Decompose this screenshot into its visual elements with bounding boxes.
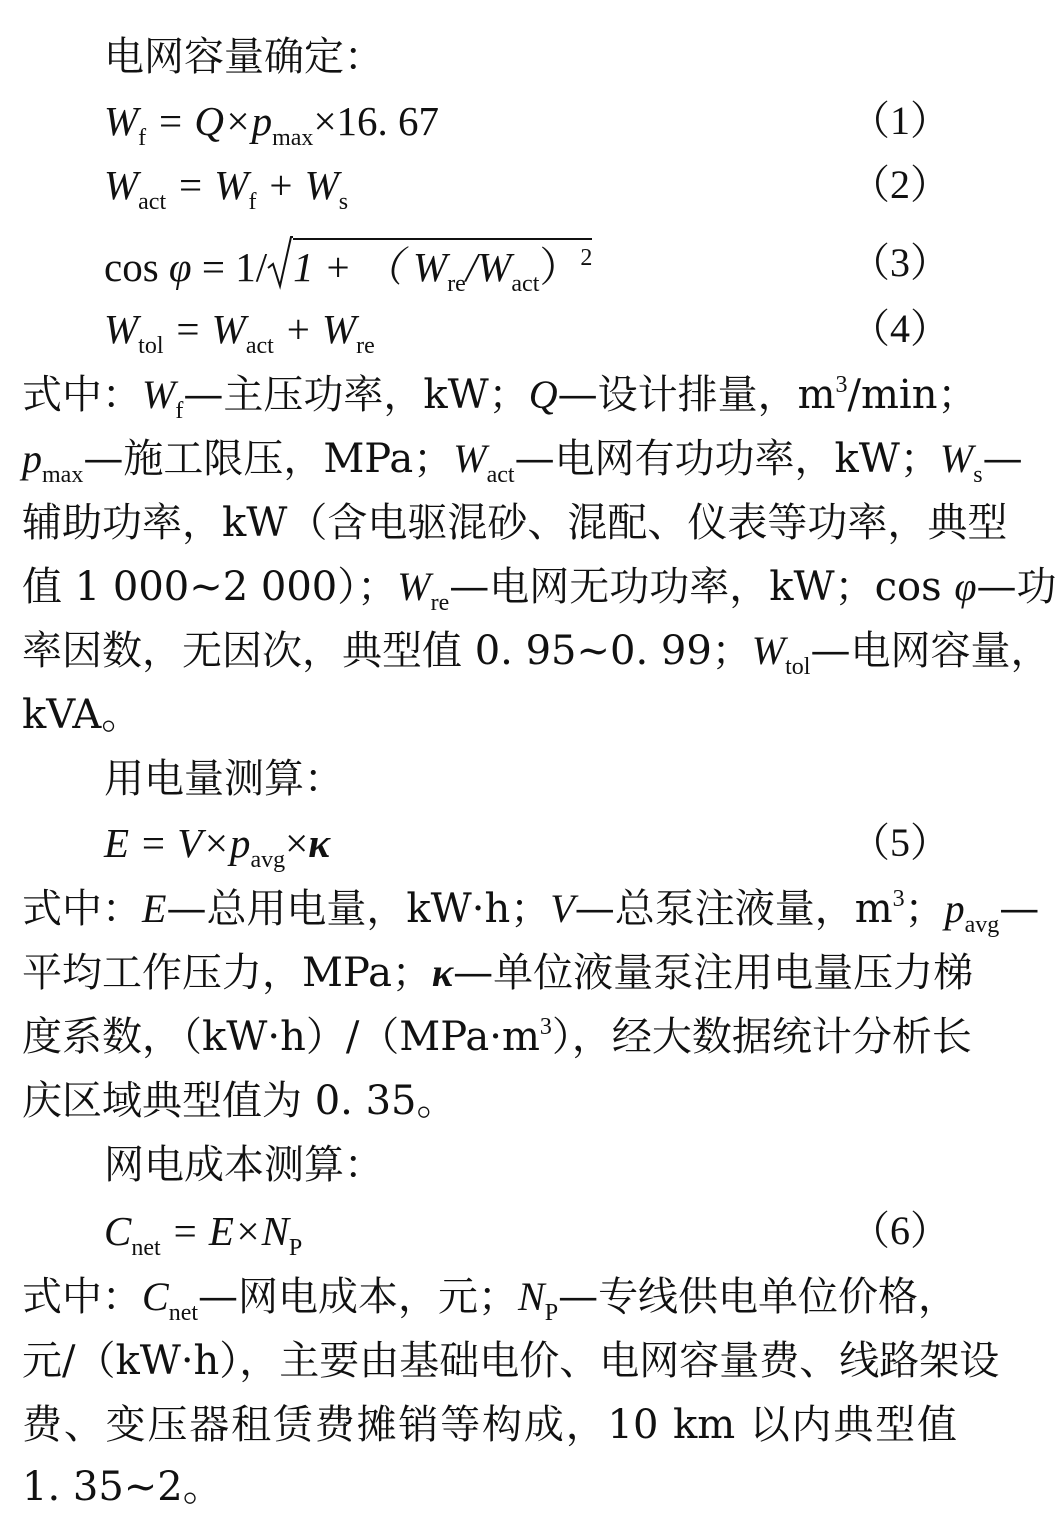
eq5-kappa: κ (308, 820, 330, 866)
section-heading-grid-cost: 网电成本测算： (104, 1142, 384, 1188)
equation-number-2: （2） (850, 162, 950, 207)
var-p: p (944, 886, 965, 931)
eq4-sub-b: act (245, 333, 274, 359)
eq2-sub-c: s (338, 189, 349, 215)
where-label: 式中： (22, 886, 142, 932)
eq1-rhs-tail: ×16. 67 (313, 98, 440, 144)
where-label: 式中： (22, 1274, 142, 1320)
equation-number-1: （1） (850, 98, 950, 143)
eq4-term-b: = W (163, 306, 246, 352)
where-text: —电网无功功率，kW；cos (449, 564, 955, 610)
var-w: W (751, 628, 786, 673)
equation-5 (104, 818, 330, 873)
where-line-3-4: 1. 35~2。 (22, 1464, 223, 1510)
eq3-lhs: = 1/ (191, 244, 268, 290)
where-text: —主压功率，kW； (183, 372, 529, 418)
equation-number-4: （4） (850, 306, 950, 351)
var-e: E (142, 886, 167, 931)
var-sub: f (175, 398, 184, 424)
eq4-term-a: W (104, 306, 139, 352)
equation-4 (104, 304, 375, 359)
equation-number-5: （5） (850, 820, 950, 865)
eq6-c: C (104, 1208, 132, 1254)
where-text: 平均工作压力，MPa； (22, 950, 432, 996)
superscript: 3 (539, 1014, 552, 1040)
where-text: 度系数，（kW·h）/（MPa·m (22, 1014, 540, 1060)
radicand (293, 238, 593, 297)
where-text: ），经大数据统计分析长 (551, 1014, 972, 1060)
var-sub: s (973, 462, 983, 488)
where-line-3-1 (22, 1272, 959, 1326)
where-line-1-2 (22, 434, 1023, 488)
var-c: C (142, 1274, 169, 1319)
eq1-lhs: W (104, 98, 139, 144)
equation-3 (104, 238, 593, 297)
eq3-close-paren: ） (539, 244, 581, 290)
equation-2 (104, 160, 349, 215)
var-sub: re (430, 590, 450, 616)
equation-1 (104, 96, 440, 151)
eq4-sub-c: re (356, 333, 375, 359)
equation-number-3: （3） (850, 240, 950, 285)
var-phi: φ (954, 564, 977, 609)
equation-number-6: （6） (850, 1208, 950, 1253)
var-w: W (453, 436, 487, 481)
where-text: —施工限压，MPa； (83, 436, 454, 482)
var-sub: P (544, 1300, 559, 1326)
superscript: 3 (892, 886, 905, 912)
section-heading-power-consumption: 用电量测算： (104, 756, 344, 802)
eq6-rhs: = E×N (160, 1208, 289, 1254)
where-text: /min； (847, 372, 978, 418)
eq3-cos: cos (104, 244, 169, 290)
where-text: —单位液量泵注用电量压力梯 (453, 950, 974, 996)
square-root (267, 238, 593, 297)
where-text: —电网有功功率，kW； (514, 436, 940, 482)
where-label: 式中： (22, 372, 142, 418)
eq4-term-c: + W (273, 306, 357, 352)
var-sub: avg (964, 912, 1000, 938)
where-text: —总用电量，kW·h； (166, 886, 551, 932)
where-line-2-4: 庆区域典型值为 0. 35。 (22, 1078, 457, 1124)
equation-6 (104, 1206, 303, 1261)
where-line-1-1 (22, 370, 978, 424)
eq3-exponent: 2 (580, 245, 593, 271)
eq2-term-c: + W (256, 162, 339, 208)
where-line-1-4 (22, 562, 1056, 616)
eq3-radicand-a: 1 + （ W (293, 244, 448, 290)
where-text: 值 1 000~2 000）； (22, 564, 398, 610)
var-w: W (142, 372, 176, 417)
var-sub: max (42, 462, 84, 488)
where-line-2-3 (22, 1012, 972, 1062)
eq3-sub-re: re (447, 271, 466, 297)
where-text: —功 (976, 564, 1056, 610)
eq2-sub-b: f (248, 189, 257, 215)
where-text: —总泵注液量，m (574, 886, 893, 932)
var-q: Q (528, 372, 558, 417)
var-v: V (550, 886, 575, 931)
eq4-sub-a: tol (138, 333, 164, 359)
where-text: — (982, 436, 1023, 482)
where-line-2-2 (22, 948, 974, 998)
eq2-term-a: W (104, 162, 139, 208)
eq1-lhs-sub: f (138, 125, 147, 151)
eq5-e: E (104, 820, 130, 866)
var-w: W (939, 436, 974, 481)
eq3-sub-act: act (511, 271, 540, 297)
var-sub: net (168, 1300, 199, 1326)
eq6-sub-net: net (131, 1235, 161, 1261)
eq6-sub-p: P (288, 1235, 303, 1261)
where-text: —电网容量， (810, 628, 1051, 674)
where-text: —设计排量，m (557, 372, 836, 418)
var-n: N (518, 1274, 545, 1319)
where-line-2-1 (22, 884, 1040, 938)
where-line-3-3: 费、变压器租赁费摊销等构成，10 km 以内典型值 (22, 1402, 957, 1448)
eq1-rhs-sub: max (272, 125, 314, 151)
var-p: p (22, 436, 42, 481)
var-kappa: κ (431, 950, 454, 995)
where-line-3-2: 元/（kW·h），主要由基础电价、电网容量费、线路架设 (22, 1338, 1000, 1384)
eq2-sub-a: act (138, 189, 167, 215)
where-text: —专线供电单位价格， (558, 1274, 959, 1320)
where-text: 率因数，无因次，典型值 0. 95~0. 99； (22, 628, 752, 674)
eq3-phi: φ (168, 244, 192, 290)
eq5-times: × (285, 820, 309, 866)
var-sub: tol (785, 654, 811, 680)
var-w: W (397, 564, 431, 609)
eq2-term-b: = W (166, 162, 249, 208)
eq5-rhs: = V×p (129, 820, 251, 866)
var-sub: act (486, 462, 515, 488)
where-text: —网电成本，元； (198, 1274, 519, 1320)
radical-sign-icon (267, 234, 293, 290)
where-text: ； (904, 886, 945, 932)
where-line-1-6: kVA。 (22, 692, 142, 738)
where-line-1-3: 辅助功率，kW（含电驱混砂、混配、仪表等功率，典型 (22, 500, 1008, 546)
where-text: — (999, 886, 1040, 932)
eq1-rhs: = Q×p (146, 98, 273, 144)
where-line-1-5 (22, 626, 1051, 680)
eq3-radicand-b: /W (465, 244, 512, 290)
section-heading-grid-capacity: 电网容量确定： (104, 34, 384, 80)
eq5-sub-avg: avg (250, 847, 286, 873)
superscript: 3 (835, 372, 848, 398)
